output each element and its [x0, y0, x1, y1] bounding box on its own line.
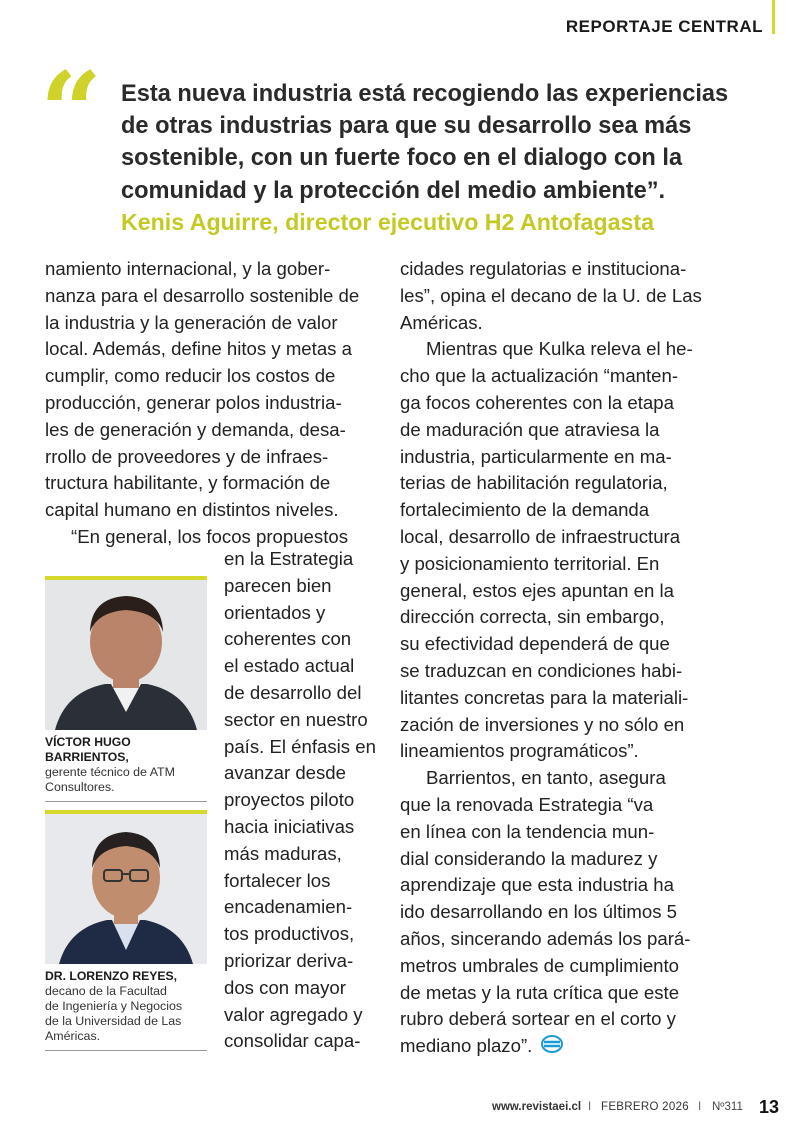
body-line: metros umbrales de cumplimiento [400, 954, 680, 976]
body-line: en la Estrategia [224, 548, 354, 569]
body-line: industria, particularmente en ma- [400, 445, 672, 467]
body-line: Barrientos, en tanto, asegura [426, 767, 666, 789]
person-photo [45, 580, 207, 730]
person-role-line: de Ingeniería y Negocios [45, 999, 183, 1013]
pull-quote-line: de otras industrias para que su desarrollo sea más [121, 113, 692, 140]
body-line: y posicionamiento territorial. En [400, 552, 660, 574]
body-line: dirección correcta, sin embargo, [400, 606, 665, 628]
body-line: terias de habilitación regulatoria, [400, 472, 668, 494]
body-line: ga focos coherentes con la etapa [400, 391, 674, 413]
person-role-line: decano de la Facultad [45, 984, 167, 998]
body-line: en línea con la tendencia mun- [400, 820, 655, 842]
body-line: se traduzcan en condiciones habi- [400, 659, 683, 681]
body-line-text: mediano plazo”. [400, 1035, 533, 1057]
caption-divider [45, 801, 207, 802]
body-line: orientados y [224, 601, 326, 623]
body-line: consolidar capa- [224, 1030, 361, 1052]
person-name-line: DR. LORENZO REYES, [45, 969, 178, 983]
body-line: “En general, los focos propuestos [71, 525, 348, 547]
body-line: país. El énfasis en [224, 735, 376, 757]
body-line: cidades regulatorias e instituciona- [400, 258, 687, 279]
end-mark-icon [541, 1034, 563, 1061]
person-role-line: gerente técnico de ATM [45, 765, 175, 779]
person-name-line: VÍCTOR HUGO [45, 735, 131, 749]
body-line: cumplir, como reducir los costos de [45, 365, 336, 387]
pull-quote-line: Esta nueva industria está recogiendo las experiencias [121, 81, 729, 107]
body-line: tructura habilitante, y formación de [45, 472, 331, 494]
body-line: la industria y la generación de valor [45, 311, 338, 333]
person-name-line: BARRIENTOS, [45, 750, 129, 764]
footer-url[interactable]: www.revistaei.cl [492, 1101, 582, 1113]
body-line: lineamientos programáticos”. [400, 740, 639, 762]
body-line: priorizar deriva- [224, 949, 354, 971]
body-line: años, sincerando además los pará- [400, 927, 691, 949]
quote-mark-icon: “ [40, 49, 103, 175]
page-footer [0, 1097, 800, 1121]
footer-date: FEBRERO 2026 [601, 1101, 689, 1113]
body-line: su efectividad dependerá de que [400, 633, 670, 655]
body-line: tos productivos, [224, 923, 355, 945]
pull-quote [121, 78, 771, 207]
person-name [45, 969, 207, 984]
body-line: les”, opina el decano de la U. de Las [400, 284, 702, 306]
person-name [45, 735, 207, 765]
article-column-2 [400, 256, 740, 1061]
person-role [45, 765, 207, 795]
body-line: cho que la actualización “manten- [400, 365, 679, 387]
quote-author: Kenis Aguirre, director ejecutivo H2 Antofagasta [121, 209, 655, 235]
body-line: les de generación y demanda, desa- [45, 418, 346, 440]
body-line: producción, generar polos industria- [45, 391, 342, 413]
pull-quote-line: comunidad y la protección del medio ambiente”. [121, 177, 666, 204]
body-line: Américas. [400, 311, 483, 333]
body-line: dos con mayor [224, 976, 346, 998]
page-number: 13 [759, 1097, 780, 1117]
body-line: Mientras que Kulka releva el he- [426, 338, 693, 360]
body-line: namiento internacional, y la gober- [45, 258, 331, 279]
person-role-line: de la Universidad de Las [45, 1014, 182, 1028]
body-line: proyectos piloto [224, 789, 355, 811]
body-line: fortalecer los [224, 869, 331, 891]
body-line: parecen bien [224, 574, 332, 596]
body-line: de metas y la ruta crítica que este [400, 981, 680, 1003]
person-role [45, 984, 207, 1044]
person-photo [45, 814, 207, 964]
pull-quote-line: sostenible, con un fuerte foco en el dialogo con la [121, 145, 683, 172]
person-card [45, 576, 207, 802]
body-line: dial considerando la madurez y [400, 847, 658, 869]
footer-separator: I [698, 1101, 702, 1113]
body-line: nanza para el desarrollo sostenible de [45, 284, 360, 306]
person-card [45, 810, 207, 1051]
body-line: aprendizaje que esta industria ha [400, 874, 674, 896]
body-line: rrollo de proveedores y de infraes- [45, 445, 329, 467]
body-line: fortalecimiento de la demanda [400, 499, 650, 521]
section-label: REPORTAJE CENTRAL [565, 17, 763, 36]
body-line: de desarrollo del [224, 681, 362, 703]
footer-issue: Nº311 [712, 1101, 743, 1113]
body-line [400, 1033, 740, 1060]
article-column-1 [45, 256, 383, 551]
body-line: más maduras, [224, 842, 342, 864]
body-line: encadenamien- [224, 896, 353, 918]
caption-divider [45, 1050, 207, 1051]
body-line: avanzar desde [224, 762, 346, 784]
body-line: rubro deberá sortear en el corto y [400, 1008, 676, 1030]
body-line: hacia iniciativas [224, 815, 355, 837]
body-line: local, desarrollo de infraestructura [400, 525, 681, 547]
body-line: sector en nuestro [224, 708, 368, 730]
article-column-1-narrow [224, 546, 382, 1055]
body-line: general, estos ejes apuntan en la [400, 579, 674, 601]
body-line: ido desarrollando en los últimos 5 [400, 901, 677, 923]
body-line: zación de inversiones y no sólo en [400, 713, 685, 735]
body-line: que la renovada Estrategia “va [400, 793, 654, 815]
body-line: valor agregado y [224, 1003, 363, 1025]
body-line: litantes concretas para la materiali- [400, 686, 689, 708]
body-line: coherentes con [224, 628, 352, 650]
body-line: capital humano en distintos niveles. [45, 499, 339, 521]
person-role-line: Consultores. [45, 780, 115, 794]
section-accent-bar [772, 0, 775, 34]
footer-separator: I [588, 1101, 592, 1113]
body-line: el estado actual [224, 655, 355, 677]
person-role-line: Américas. [45, 1029, 101, 1043]
body-line: de maduración que atraviesa la [400, 418, 660, 440]
body-line: local. Además, define hitos y metas a [45, 338, 352, 360]
